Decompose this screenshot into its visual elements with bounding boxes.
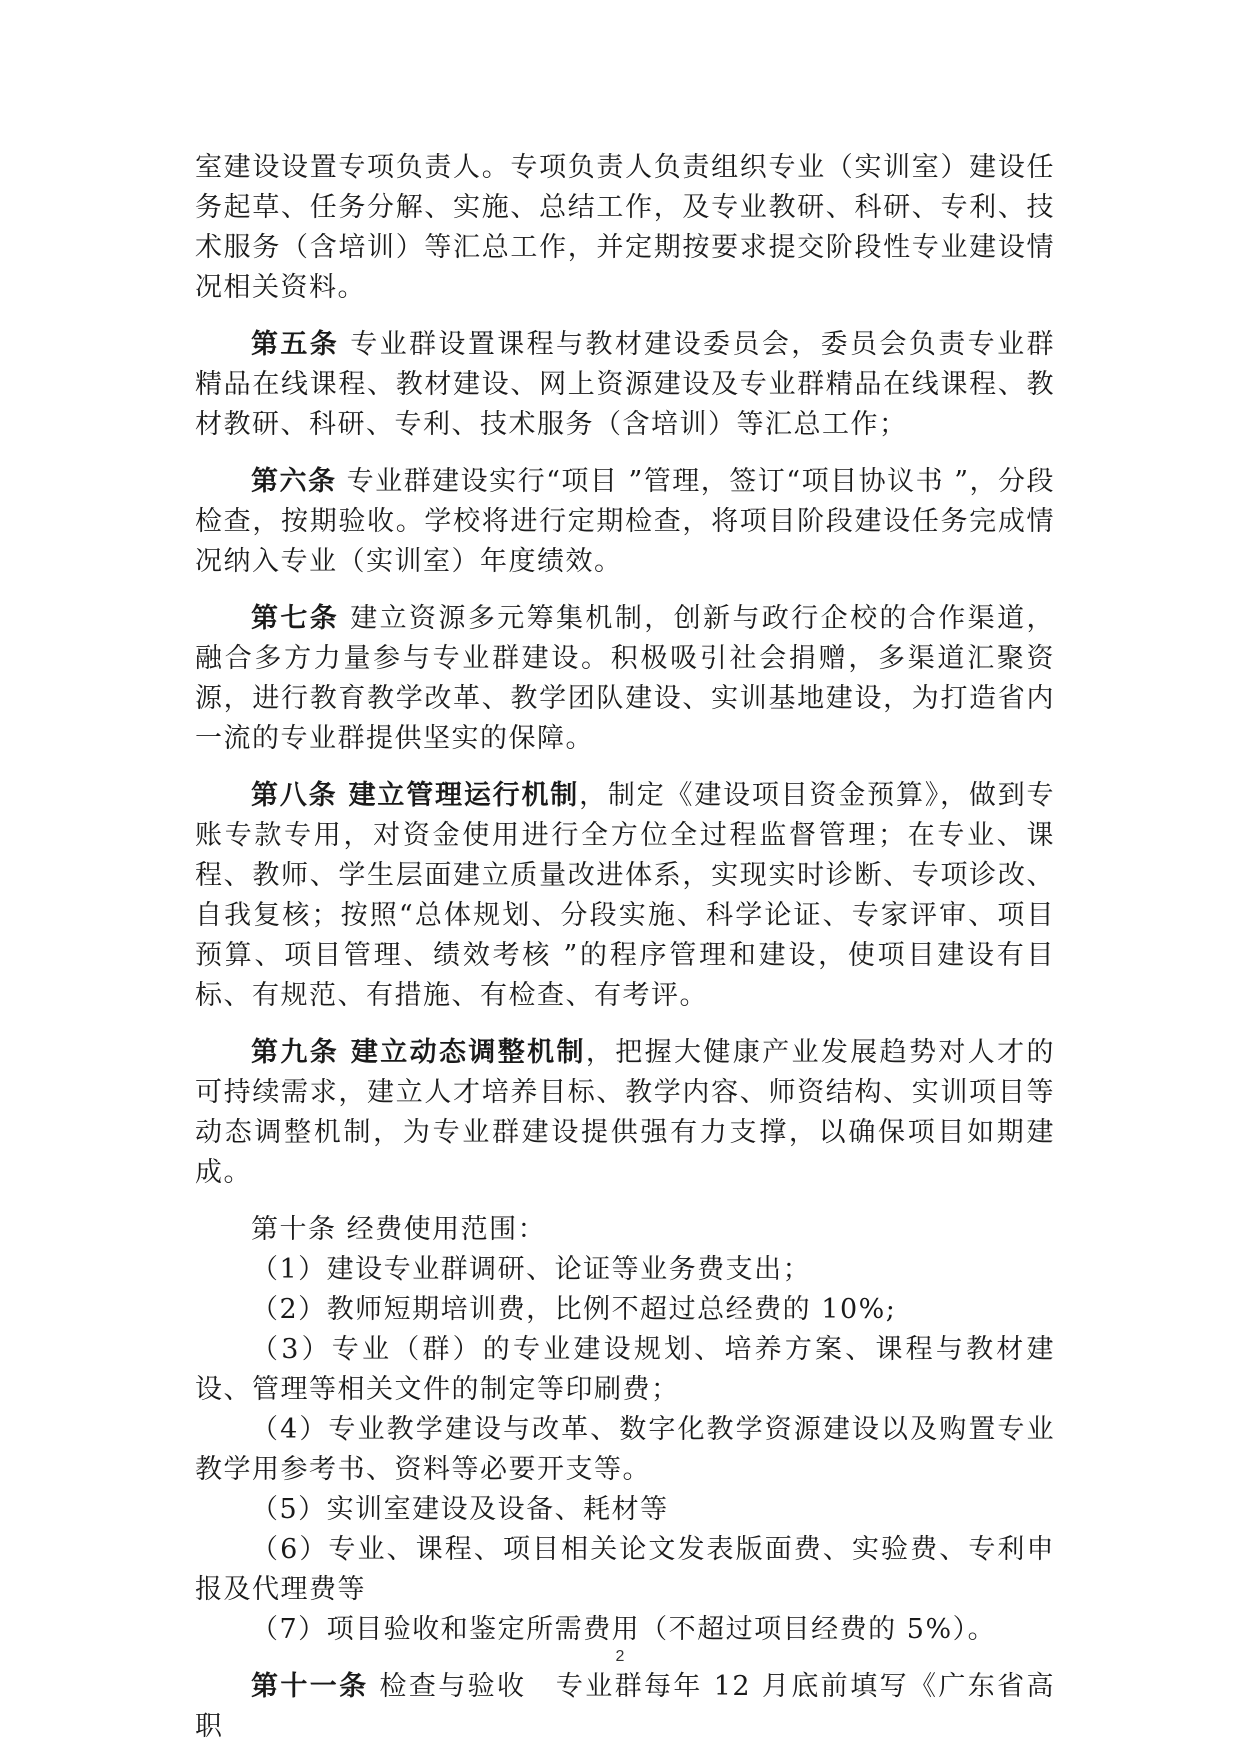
list-item: （3）专业（群）的专业建设规划、培养方案、课程与教材建设、管理等相关文件的制定等印刷费； — [195, 1334, 1055, 1405]
article-label: 第十一条 — [251, 1671, 369, 1702]
article-label: 第六条 — [251, 466, 337, 497]
article-text: 检查与验收 专业群每年 12 月底前填写《广东省高职 — [195, 1671, 1056, 1742]
article-label: 第八条 — [251, 780, 338, 811]
list-item: （2）教师短期培训费，比例不超过总经费的 10%; — [251, 1294, 897, 1325]
article-text: 建立资源多元筹集机制，创新与政行企校的合作渠道，融合多方力量参与专业群建设。积极吸引社会捐赠，多渠道汇聚资源，进行教育教学改革、教学团队建设、实训基地建设，为打造省内一流的专业群提供坚实的保障。 — [195, 603, 1055, 754]
article-heading: 建立动态调整机制 — [339, 1037, 586, 1068]
article-text: 经费使用范围： — [336, 1214, 547, 1245]
page-number: 2 — [615, 1648, 625, 1665]
list-item: （6）专业、课程、项目相关论文发表版面费、实验费、专利申报及代理费等 — [195, 1534, 1055, 1605]
list-item: （1）建设专业群调研、论证等业务费支出； — [251, 1254, 812, 1285]
list-item: （5）实训室建设及设备、耗材等 — [251, 1494, 669, 1525]
list-item: （4）专业教学建设与改革、数字化教学资源建设以及购置专业教学用参考书、资料等必要开支等。 — [195, 1414, 1055, 1485]
article-8 — [195, 776, 1055, 1016]
article-text: 专业群设置课程与教材建设委员会，委员会负责专业群精品在线课程、教材建设、网上资源建设及专业群精品在线课程、教材教研、科研、专利、技术服务（含培训）等汇总工作； — [195, 329, 1055, 440]
article-7 — [195, 599, 1055, 759]
article-label: 第十条 — [251, 1214, 337, 1245]
article-5 — [195, 325, 1055, 445]
article-9 — [195, 1033, 1055, 1193]
article-heading: 建立管理运行机制 — [337, 780, 580, 811]
article-label: 第七条 — [251, 603, 340, 634]
article-text: ，制定《建设项目资金预算》，做到专账专款专用，对资金使用进行全方位全过程监督管理；在专业、课程、教师、学生层面建立质量改进体系，实现实时诊断、专项诊改、自我复核；按照“总体规划、分段实施、科学论证、专家评审、项目预算、项目管理、绩效考核 ”的程序管理和建设，使项目建设有目标、有规范、有措施、有检查、有考评。 — [195, 780, 1056, 1011]
article-label: 第五条 — [251, 329, 340, 360]
document-body — [195, 148, 1055, 1764]
article-text: 专业群建设实行“项目 ”管理，签订“项目协议书 ”，分段检查，按期验收。学校将进行定期检查，将项目阶段建设任务完成情况纳入专业（实训室）年度绩效。 — [195, 466, 1056, 577]
paragraph-continuation: 室建设设置专项负责人。专项负责人负责组织专业（实训室）建设任务起草、任务分解、实施、总结工作，及专业教研、科研、专利、技术服务（含培训）等汇总工作，并定期按要求提交阶段性专业建设情况相关资料。 — [195, 152, 1055, 303]
article-11 — [195, 1667, 1055, 1747]
article-text: ，把握大健康产业发展趋势对人才的可持续需求，建立人才培养目标、教学内容、师资结构、实训项目等动态调整机制，为专业群建设提供强有力支撑，以确保项目如期建成。 — [195, 1037, 1055, 1188]
article-10 — [195, 1210, 1055, 1250]
article-label: 第九条 — [251, 1037, 340, 1068]
list-item: （7）项目验收和鉴定所需费用（不超过项目经费的 5%）。 — [251, 1614, 997, 1645]
article-6 — [195, 462, 1055, 582]
